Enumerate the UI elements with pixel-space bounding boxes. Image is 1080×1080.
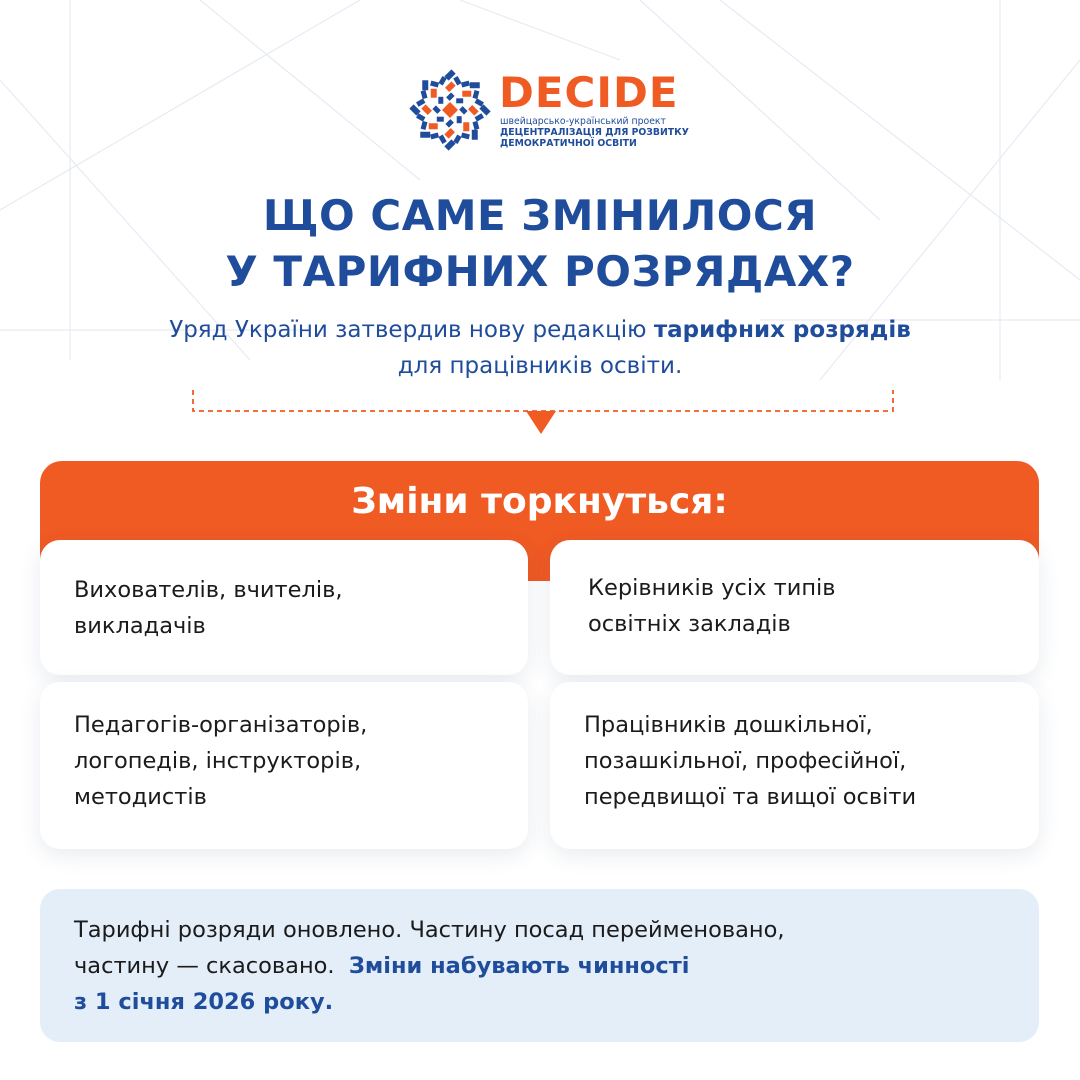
page-title-line2: У ТАРИФНИХ РОЗРЯДАХ? <box>225 247 855 296</box>
card-text <box>74 707 367 815</box>
card-line: Працівників дошкільної, <box>584 712 873 738</box>
logo-tagline <box>500 116 689 149</box>
card-line: Керівників усіх типів <box>588 575 836 601</box>
subtitle <box>0 312 1080 384</box>
logo-tagline-line3: ДЕМОКРАТИЧНОЇ ОСВІТИ <box>500 138 637 149</box>
subtitle-line2: для працівників освіти. <box>397 353 683 379</box>
card-line: позашкільної, професійної, <box>584 748 907 774</box>
dashed-bracket <box>192 390 894 436</box>
affected-card-educators <box>40 540 528 675</box>
down-triangle-icon <box>526 411 556 434</box>
card-line: освітніх закладів <box>588 611 791 637</box>
note-text <box>74 912 1014 1020</box>
affected-card-heads <box>550 540 1039 675</box>
snowflake-ornament-icon <box>408 68 492 152</box>
logo-tagline-line2: ДЕЦЕНТРАЛІЗАЦІЯ ДЛЯ РОЗВИТКУ <box>500 127 689 138</box>
subtitle-line1 <box>0 312 1080 348</box>
card-line: логопедів, інструкторів, <box>74 748 362 774</box>
subtitle-bold: тарифних розрядів <box>653 317 911 343</box>
note-highlight-2: з 1 січня 2026 року. <box>74 989 334 1015</box>
card-line: Педагогів-організаторів, <box>74 712 368 738</box>
note-highlight-1: Зміни набувають чинності <box>348 953 690 979</box>
card-line: методистів <box>74 784 207 810</box>
card-text <box>588 570 836 642</box>
logo-wordmark: DECIDE <box>499 68 679 117</box>
changes-title: Зміни торкнуться: <box>351 481 728 522</box>
decide-logo <box>408 68 689 158</box>
page-title <box>0 188 1080 300</box>
note-line2 <box>74 948 1014 984</box>
card-line: передвищої та вищої освіти <box>584 784 917 810</box>
affected-card-workers <box>550 682 1039 849</box>
note-line1: Тарифні розряди оновлено. Частину посад перейменовано, <box>74 917 785 943</box>
logo-tagline-line1: швейцарсько-український проект <box>500 116 666 127</box>
page-title-line1: ЩО САМЕ ЗМІНИЛОСЯ <box>262 191 818 240</box>
card-line: Вихователів, вчителів, <box>74 577 343 603</box>
card-line: викладачів <box>74 613 206 639</box>
affected-card-specialists <box>40 682 528 849</box>
effective-date-note <box>40 889 1039 1042</box>
note-line2-text: частину — скасовано. <box>74 953 349 979</box>
subtitle-text: Уряд України затвердив нову редакцію <box>169 317 654 343</box>
card-text <box>584 707 916 815</box>
card-text <box>74 572 343 644</box>
